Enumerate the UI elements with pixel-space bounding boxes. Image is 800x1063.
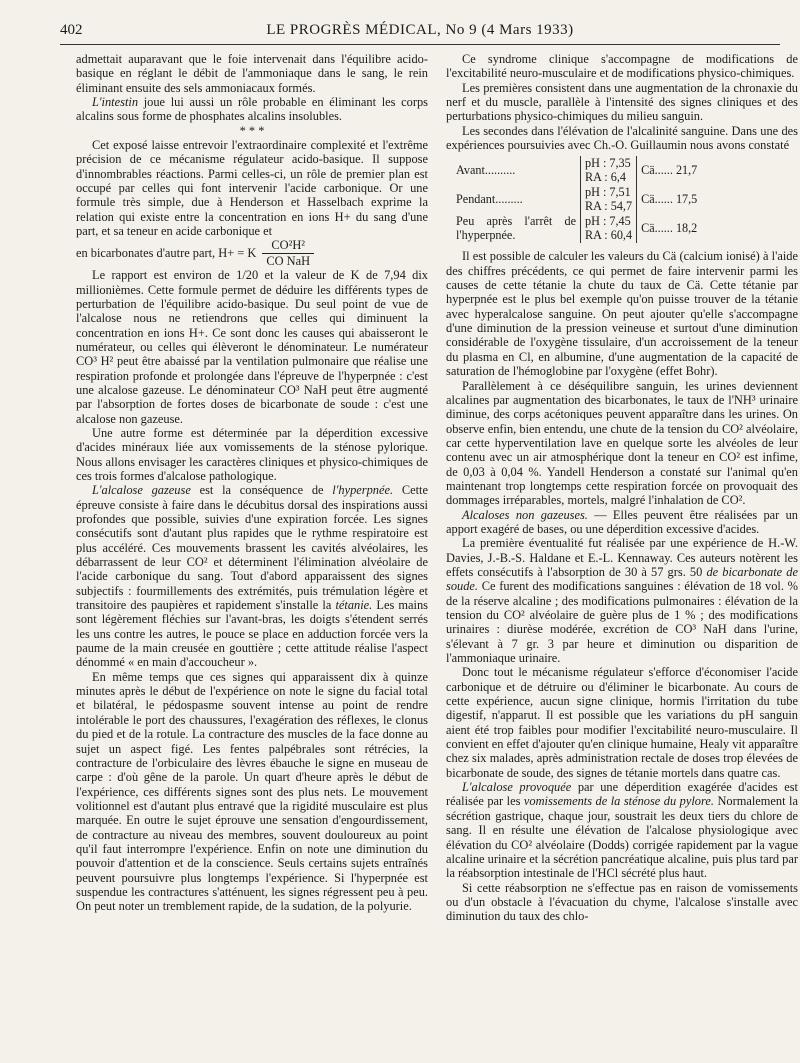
paragraph: admettait auparavant que le foie intervenait dans l'équilibre acido-basique en réglant le débit de l'ammoniaque dans le sang, le rein éliminant ensuite des sels ammoniacaux formés.: [76, 52, 428, 95]
table-cell-values: [581, 214, 637, 243]
paragraph-text: La première éventualité fut réalisée par une expérience de H.-W. Davies, J.-B.-S. Haldane et E.-L. Kennaway. Ces auteurs notèrent les effets consécutifs à l'absorption de 30 à 57 grs. 50: [446, 536, 798, 579]
paragraph-text: — Elles peuvent être réalisées par un apport exagéré de bases, ou une déperdition excessive d'acides.: [446, 507, 798, 536]
paragraph-text: est la conséquence de: [190, 483, 333, 498]
table-cell-values: [581, 156, 637, 185]
emphasis: l'hyperpnée.: [332, 483, 394, 498]
table-cell-calcium: Cä...... 21,7: [641, 163, 698, 178]
paragraph: [446, 780, 798, 880]
paragraph: Donc tout le mécanisme régulateur s'efforce d'économiser l'acide carbonique et de détruire ou d'éliminer le bicarbonate. Au cours de cette expérience, aucun signe clinique, hormis l'irritation du tube digestif, n'apparut. Il est possible que les variations du pH sanguin aient été trop faibles pour modifier l'excitabilité neuro-musculaire. Il convient en effet d'ajouter qu'en clinique humaine, Healy vit apparaître chez six malades, après administration rectale de doses trop élevées de bicarbonate de soude, des signes de tétanie mortels dans quatre cas.: [446, 665, 798, 780]
paragraph: Les secondes dans l'élévation de l'alcalinité sanguine. Dans une des expériences poursuivies avec Ch.-O. Guillaumin nous avons constaté: [446, 123, 798, 153]
paragraph-text: Normalement la sécrétion gastrique, chaque jour, soustrait les deux tiers du chlore de sang. Il en résulte une élévation de l'alcalose physiologique avec élévation du CO² alvéolaire (Dodds) corrigée rapidement par la vague alcaline urinaire et la sécrétion pancréatique alcaline, puis plus tard par la réabsorption intestinale de l'HCl sécrété plus haut.: [446, 794, 798, 881]
emphasis: tétanie.: [335, 598, 373, 613]
emphasis: L'alcalose provoquée: [462, 780, 572, 795]
formula: [76, 238, 428, 268]
emphasis: de bicarbonate de soude.: [446, 564, 798, 594]
paragraph: [446, 536, 798, 665]
ph-value: pH : 7,51: [585, 185, 631, 200]
ph-value: pH : 7,45: [585, 214, 631, 229]
paragraph-text: joue lui aussi un rôle probable en éliminant les corps alcalins sous forme de phosphates alcalins insolubles.: [76, 95, 428, 124]
section-separator: * * *: [239, 123, 265, 138]
table-cell-label: Pendant.........: [456, 192, 523, 207]
paragraph: [446, 508, 798, 537]
table-cell-label: Peu après l'arrêt de l'hyperpnée.: [456, 214, 576, 242]
ra-value: RA : 6,4: [585, 169, 626, 184]
paragraph: [76, 95, 428, 124]
emphasis: Alcaloses non gazeuses.: [462, 507, 588, 522]
formula-text: en bicarbonates d'autre part, H+ = K: [76, 246, 257, 261]
running-header: [60, 22, 780, 45]
paragraph: Les premières consistent dans une augmentation de la chronaxie du nerf et du muscle, parallèle à l'intensité des signes cliniques et des perturbations physico-chimiques du milieu sanguin.: [446, 80, 798, 124]
paragraph: En même temps que ces signes qui apparaissent dix à quinze minutes après le début de l'expérience on note le signe du facial total et bilatéral, le pédospasme souvent intense au point de rendre intolérable le port des chaussures, l'exagération des réflexes, le clonus du pied et de la rotule. La contracture des muscles de la face donne au sujet un aspect figé. Les fentes palpébrales sont rétrécies, la contracture de l'orbiculaire des lèvres ébauche le signe en museau de carpe : d'où gêne de la parole. Un quart d'heure après le début de l'expérience, ces différents signes sont des plus nets. Le mouvement volitionnel est d'autant plus entravé que la rigidité musculaire est plus marquée. En outre le sujet éprouve une sensation d'engourdissement, de contracture au niveau des membres, souvent douloureux au point qu'il faut interrompre l'expérience. Enfin on note une diminution du pouvoir d'attention et de la conscience. Seuls certains sujets entraînés peuvent poursuivre plus longtemps l'expérience. Si l'hyperpnée est suspendue les contractures s'atténuent, les signes régressent peu à peu. On peut noter un tremblement rapide, de la sudation, de la polyurie.: [76, 669, 428, 914]
paragraph-text: par une déperdition exagérée d'acides est réalisée par les: [446, 780, 798, 809]
paragraph-text: Ce furent des modifications sanguines : élévation de 18 vol. % de la réserve alcaline ; des modifications pulmonaires : élévation de la tension du CO² alvéolaire de guère plus de 1 % ; des modifications urinaires : diurèse modérée, excrétion de CO³ NaH dans l'urine, s'élevant à 7 gr. 3 par heure et diminution ou disparition de l'ammoniaque urinaire.: [446, 579, 798, 666]
journal-title: LE PROGRÈS MÉDICAL, No 9 (4 Mars 1933): [266, 22, 574, 38]
emphasis: L'intestin: [92, 95, 139, 110]
paragraph: Le rapport est environ de 1/20 et la valeur de K de 7,94 dix millionièmes. Cette formule permet de déduire les différents types de perturbation de l'équilibre acido-basique. Du seul point de vue de l'alcalose nous ne retiendrons que celles qui diminuent la concentration en ions H+. Ce sont donc les causes qui abaisseront le numérateur, ou celles qui élèveront le dénominateur. Le numérateur CO³ H² peut être abaissé par la ventilation pulmonaire que réalise une respiration profonde et prolongée dans l'épreuve de l'hyperpnée : c'est une alcalose gazeuse. Le dénominateur CO³ NaH peut être augmenté par l'absorption de fortes doses de bicarbonate de soude : c'est une alcalose non gazeuse.: [76, 268, 428, 426]
fraction: [262, 238, 314, 268]
paragraph: Une autre forme est déterminée par la déperdition excessive d'acides minéraux liée aux vomissements de la sténose pylorique. Nous allons envisager les caractères cliniques et physico-chimiques de ces trois formes d'alcalose pathologique.: [76, 425, 428, 483]
table-row: [452, 156, 701, 185]
table-cell-values: [581, 185, 637, 214]
paragraph-text: Cette épreuve consiste à faire dans le décubitus dorsal des inspirations aussi profondes que possible, suivies d'une expiration forcée. Les signes consécutifs sont d'autant plus rapides que le rythme respiratoire est plus accéléré. Ces mouvements brassent les cavités alvéolaires, les débarrassent de leur CO² et déterminent l'élimination alvéolaire de l'acide carbonique du sang. Tout d'abord apparaissent des signes subjectifs : fourmillements des extrémités, puis trémulation légère et transitoire des paupières et rapidement s'installe la: [76, 483, 428, 613]
page-number: 402: [60, 22, 83, 38]
table-cell-label: Avant..........: [456, 163, 516, 178]
table-row: [452, 214, 701, 243]
left-column: [76, 52, 428, 1057]
table-cell-calcium: Cä...... 17,5: [641, 192, 698, 207]
paragraph: Ce syndrome clinique s'accompagne de modifications de l'excitabilité neuro-musculaire et de modifications physico-chimiques.: [446, 52, 798, 81]
fraction-numerator: CO²H²: [262, 238, 314, 253]
table-cell-calcium: Cä...... 18,2: [641, 221, 698, 236]
right-column: [446, 52, 798, 1057]
paragraph: Il est possible de calculer les valeurs du Cä (calcium ionisé) à l'aide des chiffres précédents, ce qui permet de faire intervenir parmi les causes de cette tétanie la chute du taux de Cä. Cette tétanie par hyperpnée est le plus bel exemple qu'on puisse trouver de la tétanie avec hyperalcalose sanguine. On peut ajouter qu'elle s'accompagne d'une diminution de la pression veineuse et surtout d'une diminution considérable de l'oxygène tissulaire, d'un accroissement de la teneur du plasma en Cl, en albumine, d'une augmentation de la capacité de saturation de l'hémoglobine par l'oxygène (effet Bohr).: [446, 249, 798, 379]
paragraph: Cet exposé laisse entrevoir l'extraordinaire complexité et l'extrême précision de ce mécanisme régulateur acido-basique. Il suppose d'innombrables réactions. Parmi celles-ci, un rôle de premier plan est occupé par celles qui font intervenir l'acide carbonique. Or une formule très simple, due à Henderson et Hasselbach exprime la relation qui existe entre la concentration en ions H+ du sang d'une part, et sa teneur en acide carbonique et: [76, 138, 428, 239]
ra-value: RA : 54,7: [585, 198, 633, 213]
ph-value: pH : 7,35: [585, 156, 631, 171]
emphasis: vomissements de la sténose du pylore.: [523, 794, 714, 809]
paragraph: Parallèlement à ce déséquilibre sanguin, les urines deviennent alcalines par augmentation des bicarbonates, le taux de l'NH³ urinaire diminue, des corps acétoniques peuvent apparaître dans les urines. On observe enfin, bien entendu, une chute de la tension du CO² alvéolaire, car cette hyperventilation lave en quelque sorte les alvéoles de leur contenu avec un air atmosphérique dont la teneur en CO² est infime, de 0,03 à 0,04 %. Yandell Henderson a constaté sur l'animal qu'en maintenant trop longtemps cette respiration forcée on provoquait des dommages irréparables, mortels, malgré l'inhalation de CO².: [446, 378, 798, 508]
table-row: [452, 185, 701, 214]
paragraph: Si cette réabsorption ne s'effectue pas en raison de vomissements ou d'un obstacle à l'évacuation du chyme, l'alcalose s'installe avec diminution du taux des chlo-: [446, 880, 798, 924]
fraction-denominator: CO NaH: [266, 253, 311, 268]
emphasis: L'alcalose gazeuse: [92, 483, 191, 498]
ra-value: RA : 60,4: [585, 227, 633, 242]
results-table: [452, 156, 701, 243]
paragraph-text: Les mains sont légèrement fléchies sur l'avant-bras, les doigts s'étendent serrés les uns contre les autres, le pouce se place en adduction forcée vers la paume de la main creusée en gouttière ; cette attitude réalise l'aspect dénommé « en main d'accoucheur ».: [76, 598, 428, 670]
paragraph: [76, 483, 428, 669]
